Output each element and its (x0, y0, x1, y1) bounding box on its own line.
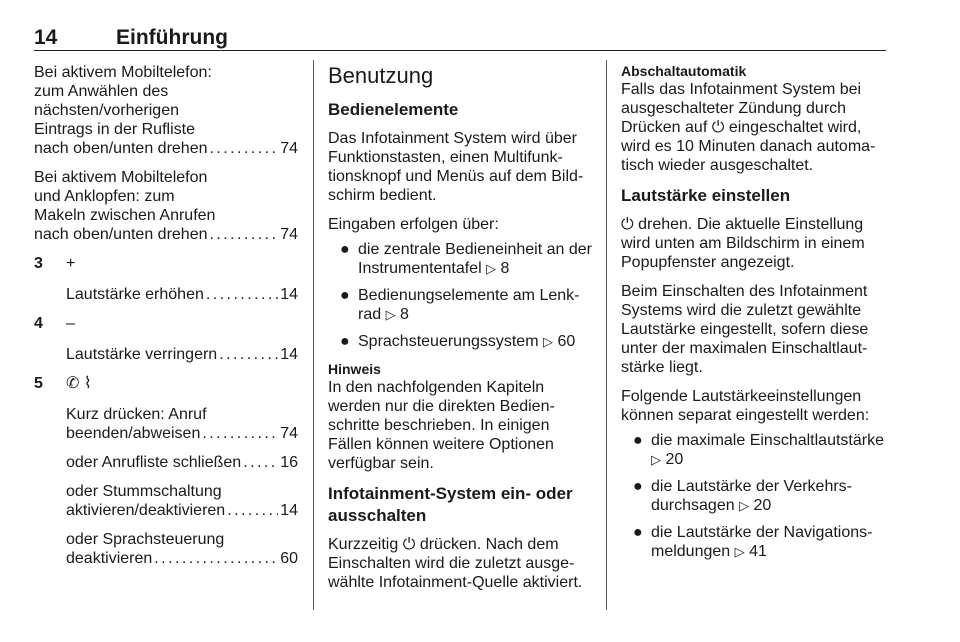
toc-line: und Anklopfen: zum (34, 188, 175, 205)
toc-entry (66, 405, 298, 443)
paragraph: Eingaben erfolgen über: (328, 216, 499, 233)
toc-page: 74 (280, 140, 298, 157)
leader-dots (154, 549, 278, 568)
list-item (328, 240, 592, 278)
toc-entry (66, 530, 298, 568)
list-item-text: die maximale Einschaltlautstärke (651, 432, 884, 449)
key-symbol-icon: – (66, 315, 75, 332)
toc-leader-row (66, 424, 298, 443)
text-run: eingeschaltet wird, wird es 10 Minuten danach automatisch wieder ausgeschaltet. (621, 119, 876, 174)
list-item (328, 332, 592, 351)
column-left (34, 63, 298, 578)
page-reference[interactable]: 20 (753, 497, 772, 514)
leader-dots (243, 453, 278, 472)
list-item-text: Bedienungselemente am Lenkrad (358, 287, 580, 323)
toc-line: Bei aktivem Mobiltelefon: (34, 64, 212, 81)
column-middle (328, 63, 592, 602)
paragraph: Das Infotainment System wird über Funktionstasten, einen Multifunktionsknopf und Menüs auf dem Bildschirm bedient. (328, 130, 584, 204)
subsection-title: Bedienelemente (328, 100, 459, 119)
page-header (34, 26, 886, 51)
toc-page: 60 (280, 550, 298, 567)
toc-leader-row (34, 139, 298, 158)
key-row (34, 374, 298, 393)
toc-page: 14 (280, 286, 298, 303)
leader-dots (227, 501, 278, 520)
text-run: drehen. Die aktuelle Einstellung wird unten am Bildschirm in einem Popupfenster angezeigt. (621, 216, 865, 271)
toc-entry (66, 453, 298, 472)
toc-entry (34, 168, 298, 244)
toc-line: Kurz drücken: Anruf (66, 406, 207, 423)
paragraph (621, 215, 887, 272)
text-run: drücken. Nach dem Einschalten wird die zuletzt ausgewählte Infotainment-Quelle aktiviert. (328, 536, 583, 591)
column-divider (606, 60, 607, 610)
toc-page: 14 (280, 346, 298, 363)
toc-entry (66, 482, 298, 520)
section-title: Benutzung (328, 63, 434, 88)
page-reference[interactable]: 8 (400, 306, 409, 323)
toc-line: Makeln zwischen Anrufen (34, 207, 216, 224)
toc-page: 14 (280, 502, 298, 519)
power-icon: ⏻ (621, 216, 634, 233)
toc-line: oder Stummschaltung (66, 483, 222, 500)
toc-entry (66, 345, 298, 364)
leader-dots (219, 345, 278, 364)
toc-label: deaktivieren (66, 550, 153, 567)
chapter-title: Einführung (116, 26, 228, 49)
bullet-dot-icon: ● (340, 333, 350, 350)
page-number: 14 (34, 26, 58, 49)
key-row (34, 254, 298, 273)
triangle-right-icon: ▷ (542, 334, 553, 349)
list-item-text: die zentrale Bedieneinheit an der Instrumententafel (358, 241, 592, 277)
list-item (621, 523, 887, 561)
page-reference[interactable]: 41 (749, 543, 767, 560)
toc-leader-row (66, 345, 298, 364)
toc-leader-row (66, 285, 298, 304)
column-divider (313, 60, 314, 610)
toc-page: 74 (280, 425, 298, 442)
bullet-dot-icon: ● (633, 478, 643, 495)
toc-line: oder Sprachsteuerung (66, 531, 225, 548)
leader-dots (209, 225, 278, 244)
minor-title: Abschaltautomatik (621, 63, 747, 79)
key-symbol-icon: + (66, 255, 76, 272)
toc-leader-row (34, 225, 298, 244)
toc-line: nächsten/vorherigen (34, 102, 179, 119)
leader-dots (206, 285, 278, 304)
bullet-dot-icon: ● (633, 432, 643, 449)
power-icon: ⏻ (402, 536, 416, 553)
toc-entry (66, 285, 298, 304)
paragraph (328, 535, 592, 592)
toc-line: zum Anwählen des (34, 83, 169, 100)
toc-label: nach oben/unten drehen (34, 140, 208, 157)
subsection-title: Lautstärke einstellen (621, 186, 791, 205)
text-run: Kurzzeitig (328, 536, 399, 553)
leader-dots (202, 424, 278, 443)
key-row (34, 314, 298, 333)
toc-entry (34, 63, 298, 158)
key-symbol-icon: ✆ ⌇ (66, 375, 92, 392)
bullet-dot-icon: ● (340, 241, 350, 258)
toc-line: Eintrags in der Rufliste (34, 121, 195, 138)
toc-label: beenden/abweisen (66, 425, 201, 442)
triangle-right-icon: ▷ (385, 307, 396, 322)
bullet-dot-icon: ● (340, 287, 350, 304)
triangle-right-icon: ▷ (651, 452, 661, 467)
note-text: In den nachfolgenden Kapiteln werden nur die direkten Bedienschritte beschrieben. In einigen Fällen können weitere Optionen verfügbar sein. (328, 379, 555, 472)
toc-leader-row (66, 453, 298, 472)
paragraph: Folgende Lautstärkeeinstellungen können separat eingestellt werden: (621, 388, 870, 424)
power-icon: ⏻ (711, 119, 725, 136)
text-run: Falls das Infotainment System bei ausgeschalteter Zündung durch Drücken auf (621, 81, 862, 136)
page-reference[interactable]: 20 (665, 451, 684, 468)
toc-page: 16 (280, 454, 298, 471)
paragraph (621, 80, 887, 175)
list-item-text: die Lautstärke der Navigationsmeldungen (651, 524, 873, 560)
triangle-right-icon: ▷ (486, 261, 497, 276)
toc-label: Lautstärke erhöhen (66, 286, 204, 303)
toc-label: aktivieren/deaktivieren (66, 502, 226, 519)
bullet-dot-icon: ● (633, 524, 643, 541)
list-item-text: die Lautstärke der Verkehrsdurchsagen (651, 478, 852, 514)
page-reference[interactable]: 60 (557, 333, 576, 350)
list-item (621, 477, 887, 515)
page-reference[interactable]: 8 (500, 260, 510, 277)
toc-line: Bei aktivem Mobiltelefon (34, 169, 208, 186)
note-title: Hinweis (328, 361, 381, 377)
leader-dots (209, 139, 278, 158)
list-item (328, 286, 592, 324)
column-right (621, 63, 887, 571)
toc-label: nach oben/unten drehen (34, 226, 208, 243)
triangle-right-icon: ▷ (739, 498, 750, 513)
toc-leader-row (66, 501, 298, 520)
subsection-title: Infotainment-System ein- oder ausschalten (328, 484, 573, 525)
key-number: 5 (34, 375, 43, 392)
toc-label: oder Anrufliste schließen (66, 454, 242, 471)
toc-label: Lautstärke verringern (66, 346, 218, 363)
triangle-right-icon: ▷ (734, 544, 745, 559)
paragraph: Beim Einschalten des Infotainment Systems wird die zuletzt gewählte Lautstärke eingestellt, sofern diese unter der maximalen Einschaltlautstärke liegt. (621, 283, 869, 376)
list-item (621, 431, 887, 469)
key-number: 3 (34, 255, 43, 272)
bullet-list (621, 431, 887, 561)
key-number: 4 (34, 315, 43, 332)
list-item-text: Sprachsteuerungssystem (358, 333, 539, 350)
bullet-list (328, 240, 592, 351)
toc-page: 74 (280, 226, 298, 243)
toc-leader-row (66, 549, 298, 568)
